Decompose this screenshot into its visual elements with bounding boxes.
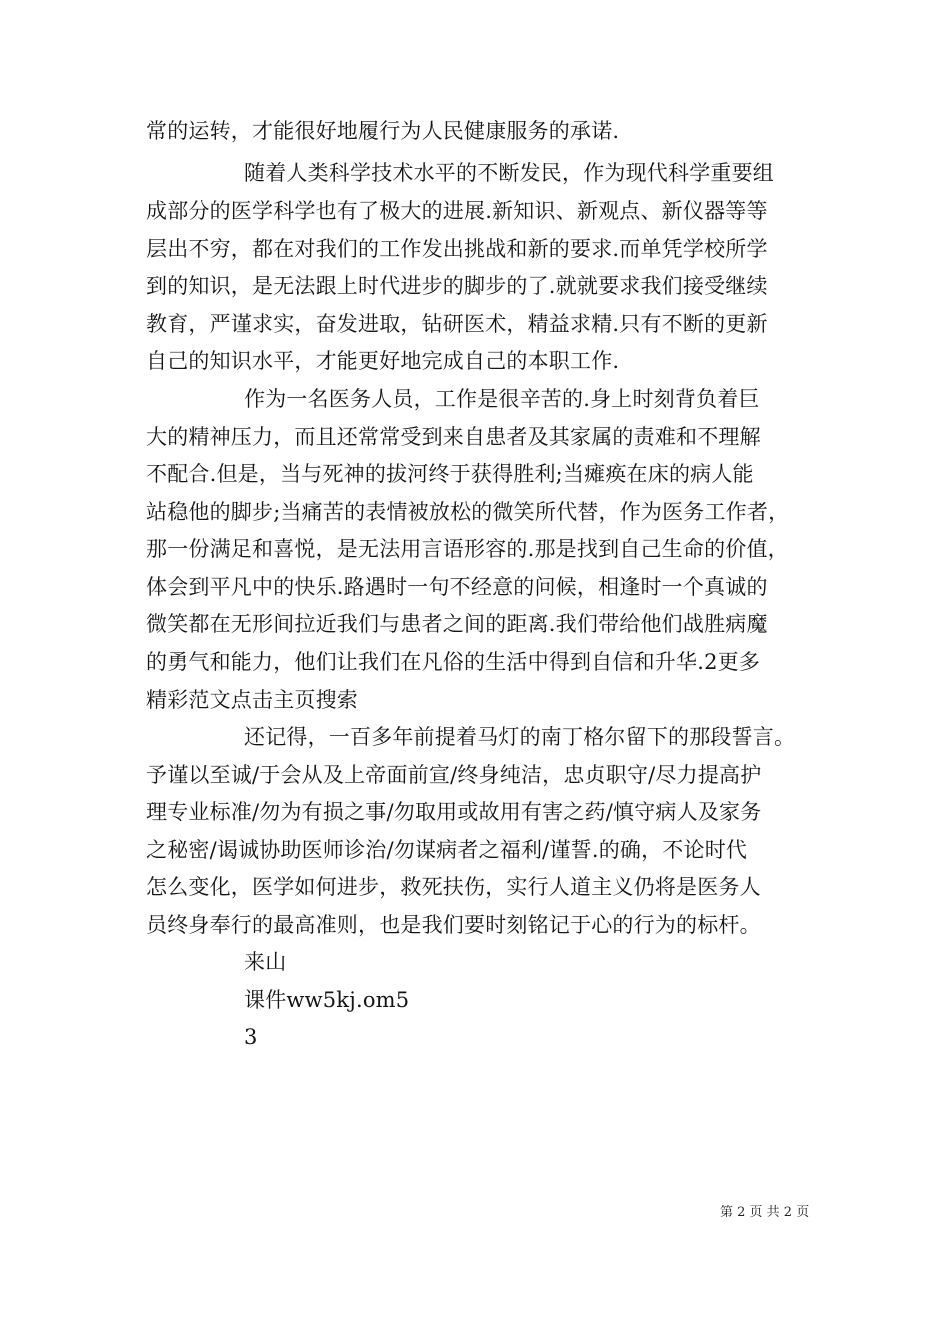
text-line: 随着人类科学技术水平的不断发民，作为现代科学重要组 [244, 161, 774, 185]
text-line: 大的精神压力，而且还常常受到来自患者及其家属的责难和不理解 [146, 425, 761, 449]
text-line: 怎么变化，医学如何进步，救死扶伤，实行人道主义仍将是医务人 [146, 875, 761, 899]
text-line: 来山 [244, 950, 287, 974]
page-indicator: 第 2 页 共 2 页 [720, 1205, 810, 1220]
text-line: 微笑都在无形间拉近我们与患者之间的距离.我们带给他们战胜病魔 [146, 612, 768, 636]
text-line: 作为一名医务人员，工作是很辛苦的.身上时刻背负着巨 [244, 387, 760, 411]
text-line: 理专业标准/勿为有损之事/勿取用或故用有害之药/慎守病人及家务 [146, 800, 762, 824]
text-line: 的勇气和能力，他们让我们在凡俗的生活中得到自信和升华.2更多 [146, 650, 761, 674]
text-line: 教育，严谨求实，奋发进取，钻研医术，精益求精.只有不断的更新 [146, 312, 768, 336]
text-line: 课件ww5kj.om5 [244, 988, 410, 1012]
text-line: 自己的知识水平，才能更好地完成自己的本职工作. [146, 349, 620, 373]
text-line: 精彩范文点击主页搜索 [146, 688, 358, 712]
text-line: 常的运转，才能很好地履行为人民健康服务的承诺. [146, 119, 620, 143]
text-line: 予谨以至诚/于会从及上帝面前宣/终身纯洁，忠贞职守/尽力提高护 [146, 763, 762, 787]
text-line: 还记得，一百多年前提着马灯的南丁格尔留下的那段誓言。 [244, 725, 796, 749]
text-line: 员终身奉行的最高准则，也是我们要时刻铭记于心的行为的标杆。 [146, 913, 761, 937]
text-line: 站稳他的脚步;当痛苦的表情被放松的微笑所代替，作为医务工作者， [146, 500, 790, 524]
text-line: 之秘密/谒诚协助医师诊治/勿谋病者之福利/谨誓.的确，不论时代 [146, 838, 748, 862]
text-line: 那一份满足和喜悦，是无法用言语形容的.那是找到自己生命的价值， [146, 537, 789, 561]
text-line: 体会到平凡中的快乐.路遇时一句不经意的问候，相逢时一个真诚的 [146, 575, 768, 599]
text-line: 3 [244, 1025, 258, 1049]
text-line: 成部分的医学科学也有了极大的进展.新知识、新观点、新仪器等等 [146, 199, 768, 223]
text-line: 不配合.但是，当与死神的拔河终于获得胜利;当瘫痪在床的病人能 [146, 462, 754, 486]
text-line: 到的知识，是无法跟上时代进步的脚步的了.就就要求我们接受继续 [146, 274, 768, 298]
text-line: 层出不穷，都在对我们的工作发出挑战和新的要求.而单凭学校所学 [146, 237, 768, 261]
